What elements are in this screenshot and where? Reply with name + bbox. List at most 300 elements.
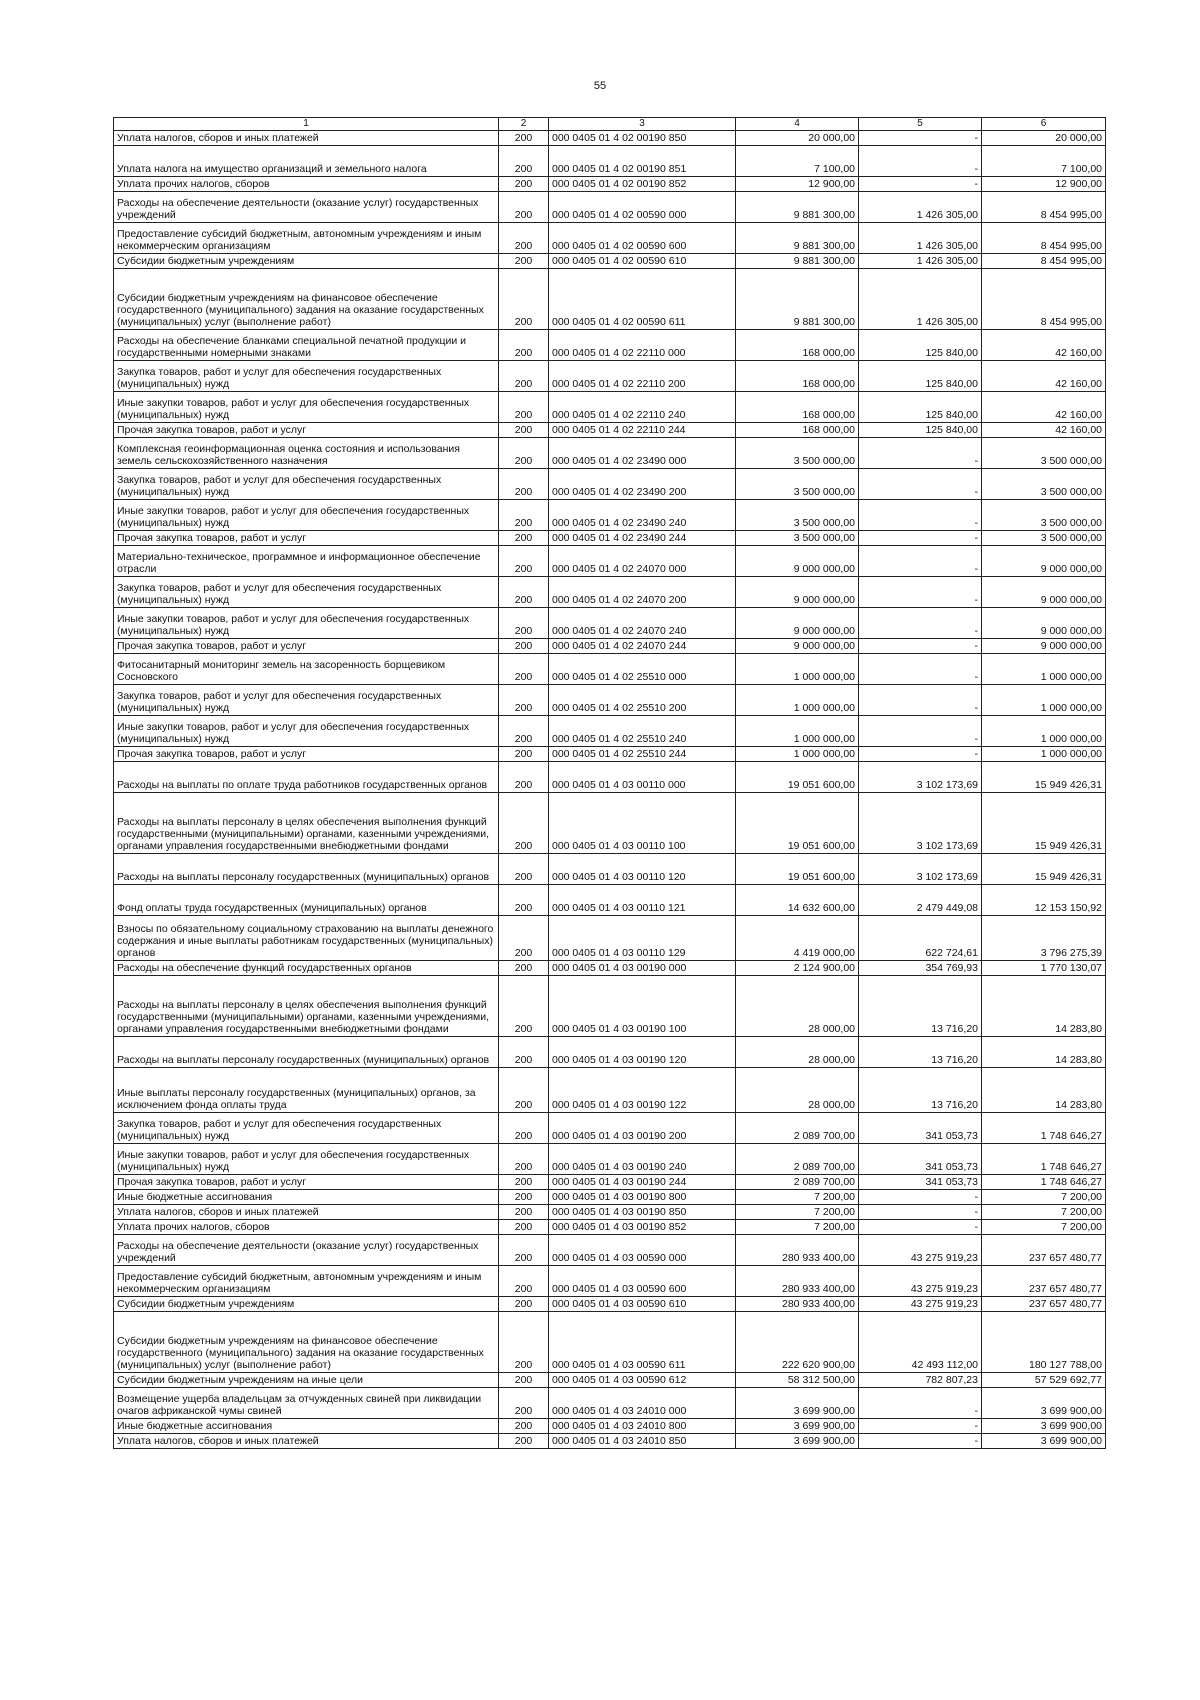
row-line-code: 200 bbox=[499, 145, 549, 176]
table-row bbox=[114, 329, 1106, 360]
column-number-3: 3 bbox=[549, 118, 736, 131]
column-number-6: 6 bbox=[982, 118, 1106, 131]
row-approved-amount: 1 000 000,00 bbox=[736, 715, 859, 746]
row-unexecuted-amount: 57 529 692,77 bbox=[982, 1372, 1106, 1387]
row-executed-amount: - bbox=[859, 1189, 982, 1204]
row-unexecuted-amount: 7 200,00 bbox=[982, 1189, 1106, 1204]
row-executed-amount: 43 275 919,23 bbox=[859, 1296, 982, 1311]
table-row bbox=[114, 422, 1106, 437]
table-row bbox=[114, 684, 1106, 715]
row-budget-code: 000 0405 01 4 02 00190 851 bbox=[549, 145, 736, 176]
row-name: Иные закупки товаров, работ и услуг для обеспечения государственных (муниципальных) нужд bbox=[114, 391, 499, 422]
row-unexecuted-amount: 14 283,80 bbox=[982, 1036, 1106, 1067]
row-line-code: 200 bbox=[499, 268, 549, 329]
row-line-code: 200 bbox=[499, 761, 549, 792]
row-line-code: 200 bbox=[499, 545, 549, 576]
table-row bbox=[114, 191, 1106, 222]
row-approved-amount: 9 000 000,00 bbox=[736, 576, 859, 607]
row-name: Комплексная геоинформационная оценка состояния и использования земель сельскохозяйственного назначения bbox=[114, 437, 499, 468]
row-executed-amount: - bbox=[859, 684, 982, 715]
row-name: Расходы на обеспечение деятельности (оказание услуг) государственных учреждений bbox=[114, 1234, 499, 1265]
row-line-code: 200 bbox=[499, 1387, 549, 1418]
row-budget-code: 000 0405 01 4 03 24010 850 bbox=[549, 1433, 736, 1448]
row-unexecuted-amount: 1 748 646,27 bbox=[982, 1174, 1106, 1189]
table-row bbox=[114, 975, 1106, 1036]
row-unexecuted-amount: 1 000 000,00 bbox=[982, 653, 1106, 684]
row-approved-amount: 3 699 900,00 bbox=[736, 1387, 859, 1418]
table-row bbox=[114, 853, 1106, 884]
row-unexecuted-amount: 8 454 995,00 bbox=[982, 253, 1106, 268]
table-row bbox=[114, 715, 1106, 746]
row-budget-code: 000 0405 01 4 02 24070 200 bbox=[549, 576, 736, 607]
row-approved-amount: 7 200,00 bbox=[736, 1219, 859, 1234]
row-line-code: 200 bbox=[499, 1204, 549, 1219]
row-budget-code: 000 0405 01 4 03 00590 611 bbox=[549, 1311, 736, 1372]
row-approved-amount: 9 881 300,00 bbox=[736, 253, 859, 268]
row-budget-code: 000 0405 01 4 03 00110 121 bbox=[549, 884, 736, 915]
row-unexecuted-amount: 3 500 000,00 bbox=[982, 468, 1106, 499]
table-row bbox=[114, 607, 1106, 638]
table-row bbox=[114, 1234, 1106, 1265]
row-name: Иные бюджетные ассигнования bbox=[114, 1418, 499, 1433]
row-budget-code: 000 0405 01 4 03 00590 000 bbox=[549, 1234, 736, 1265]
table-row bbox=[114, 268, 1106, 329]
row-unexecuted-amount: 9 000 000,00 bbox=[982, 576, 1106, 607]
row-unexecuted-amount: 14 283,80 bbox=[982, 1067, 1106, 1112]
row-unexecuted-amount: 1 748 646,27 bbox=[982, 1112, 1106, 1143]
row-budget-code: 000 0405 01 4 02 25510 000 bbox=[549, 653, 736, 684]
row-budget-code: 000 0405 01 4 02 22110 244 bbox=[549, 422, 736, 437]
row-unexecuted-amount: 14 283,80 bbox=[982, 975, 1106, 1036]
table-row bbox=[114, 915, 1106, 960]
row-budget-code: 000 0405 01 4 02 00590 600 bbox=[549, 222, 736, 253]
row-budget-code: 000 0405 01 4 03 00590 612 bbox=[549, 1372, 736, 1387]
row-name: Фонд оплаты труда государственных (муниципальных) органов bbox=[114, 884, 499, 915]
row-approved-amount: 2 089 700,00 bbox=[736, 1143, 859, 1174]
row-executed-amount: - bbox=[859, 437, 982, 468]
row-budget-code: 000 0405 01 4 03 00190 100 bbox=[549, 975, 736, 1036]
row-unexecuted-amount: 1 000 000,00 bbox=[982, 715, 1106, 746]
table-row bbox=[114, 1418, 1106, 1433]
row-executed-amount: 43 275 919,23 bbox=[859, 1234, 982, 1265]
row-unexecuted-amount: 7 200,00 bbox=[982, 1219, 1106, 1234]
row-name: Уплата прочих налогов, сборов bbox=[114, 176, 499, 191]
row-executed-amount: 1 426 305,00 bbox=[859, 253, 982, 268]
table-row bbox=[114, 1067, 1106, 1112]
row-approved-amount: 3 500 000,00 bbox=[736, 468, 859, 499]
row-line-code: 200 bbox=[499, 1219, 549, 1234]
row-unexecuted-amount: 42 160,00 bbox=[982, 422, 1106, 437]
row-line-code: 200 bbox=[499, 1174, 549, 1189]
row-budget-code: 000 0405 01 4 02 22110 000 bbox=[549, 329, 736, 360]
table-row bbox=[114, 1387, 1106, 1418]
row-line-code: 200 bbox=[499, 191, 549, 222]
row-line-code: 200 bbox=[499, 684, 549, 715]
table-row bbox=[114, 746, 1106, 761]
table-row bbox=[114, 638, 1106, 653]
row-name: Расходы на выплаты по оплате труда работников государственных органов bbox=[114, 761, 499, 792]
table-row bbox=[114, 1036, 1106, 1067]
row-name: Субсидии бюджетным учреждениям на финансовое обеспечение государственного (муниципального) задания на оказание государственных (муниципальных) услуг (выполнение работ) bbox=[114, 268, 499, 329]
row-line-code: 200 bbox=[499, 1189, 549, 1204]
row-unexecuted-amount: 3 699 900,00 bbox=[982, 1433, 1106, 1448]
row-approved-amount: 7 100,00 bbox=[736, 145, 859, 176]
row-line-code: 200 bbox=[499, 1265, 549, 1296]
row-executed-amount: - bbox=[859, 145, 982, 176]
row-budget-code: 000 0405 01 4 02 25510 244 bbox=[549, 746, 736, 761]
row-name: Уплата прочих налогов, сборов bbox=[114, 1219, 499, 1234]
row-budget-code: 000 0405 01 4 03 00590 600 bbox=[549, 1265, 736, 1296]
row-name: Расходы на выплаты персоналу в целях обеспечения выполнения функций государственными (муниципальными) органами, казенными учреждениями, органами управления государственными внебюджетными фондами bbox=[114, 792, 499, 853]
row-executed-amount: - bbox=[859, 130, 982, 145]
row-executed-amount: 13 716,20 bbox=[859, 1036, 982, 1067]
row-unexecuted-amount: 8 454 995,00 bbox=[982, 222, 1106, 253]
table-row bbox=[114, 530, 1106, 545]
row-name: Прочая закупка товаров, работ и услуг bbox=[114, 422, 499, 437]
row-name: Иные бюджетные ассигнования bbox=[114, 1189, 499, 1204]
column-number-1: 1 bbox=[114, 118, 499, 131]
row-approved-amount: 222 620 900,00 bbox=[736, 1311, 859, 1372]
row-line-code: 200 bbox=[499, 329, 549, 360]
row-executed-amount: 125 840,00 bbox=[859, 422, 982, 437]
table-row bbox=[114, 1174, 1106, 1189]
row-approved-amount: 19 051 600,00 bbox=[736, 792, 859, 853]
row-executed-amount: - bbox=[859, 530, 982, 545]
row-line-code: 200 bbox=[499, 437, 549, 468]
row-line-code: 200 bbox=[499, 715, 549, 746]
row-approved-amount: 9 881 300,00 bbox=[736, 268, 859, 329]
row-unexecuted-amount: 9 000 000,00 bbox=[982, 607, 1106, 638]
row-approved-amount: 168 000,00 bbox=[736, 329, 859, 360]
row-executed-amount: 354 769,93 bbox=[859, 960, 982, 975]
row-budget-code: 000 0405 01 4 02 23490 240 bbox=[549, 499, 736, 530]
row-unexecuted-amount: 3 500 000,00 bbox=[982, 437, 1106, 468]
row-approved-amount: 2 089 700,00 bbox=[736, 1112, 859, 1143]
row-budget-code: 000 0405 01 4 03 24010 000 bbox=[549, 1387, 736, 1418]
column-number-4: 4 bbox=[736, 118, 859, 131]
row-line-code: 200 bbox=[499, 176, 549, 191]
row-name: Прочая закупка товаров, работ и услуг bbox=[114, 638, 499, 653]
row-budget-code: 000 0405 01 4 02 25510 240 bbox=[549, 715, 736, 746]
table-row bbox=[114, 391, 1106, 422]
row-unexecuted-amount: 42 160,00 bbox=[982, 360, 1106, 391]
row-line-code: 200 bbox=[499, 653, 549, 684]
table-row bbox=[114, 1204, 1106, 1219]
row-line-code: 200 bbox=[499, 1234, 549, 1265]
page-number: 55 bbox=[593, 80, 607, 92]
table-row bbox=[114, 545, 1106, 576]
row-unexecuted-amount: 1 748 646,27 bbox=[982, 1143, 1106, 1174]
table-row bbox=[114, 1219, 1106, 1234]
row-name: Иные закупки товаров, работ и услуг для обеспечения государственных (муниципальных) нужд bbox=[114, 715, 499, 746]
table-row bbox=[114, 360, 1106, 391]
row-executed-amount: - bbox=[859, 607, 982, 638]
table-row bbox=[114, 253, 1106, 268]
row-budget-code: 000 0405 01 4 02 25510 200 bbox=[549, 684, 736, 715]
row-line-code: 200 bbox=[499, 1433, 549, 1448]
row-unexecuted-amount: 42 160,00 bbox=[982, 391, 1106, 422]
row-executed-amount: 1 426 305,00 bbox=[859, 268, 982, 329]
table-row bbox=[114, 145, 1106, 176]
row-line-code: 200 bbox=[499, 1067, 549, 1112]
row-budget-code: 000 0405 01 4 02 00190 852 bbox=[549, 176, 736, 191]
row-approved-amount: 28 000,00 bbox=[736, 1036, 859, 1067]
table-row bbox=[114, 792, 1106, 853]
row-unexecuted-amount: 42 160,00 bbox=[982, 329, 1106, 360]
row-name: Субсидии бюджетным учреждениям bbox=[114, 1296, 499, 1311]
row-line-code: 200 bbox=[499, 960, 549, 975]
row-name: Субсидии бюджетным учреждениям на финансовое обеспечение государственного (муниципального) задания на оказание государственных (муниципальных) услуг (выполнение работ) bbox=[114, 1311, 499, 1372]
row-name: Закупка товаров, работ и услуг для обеспечения государственных (муниципальных) нужд bbox=[114, 684, 499, 715]
row-line-code: 200 bbox=[499, 499, 549, 530]
column-number-2: 2 bbox=[499, 118, 549, 131]
row-name: Фитосанитарный мониторинг земель на засоренность борщевиком Сосновского bbox=[114, 653, 499, 684]
row-unexecuted-amount: 12 153 150,92 bbox=[982, 884, 1106, 915]
row-name: Иные закупки товаров, работ и услуг для обеспечения государственных (муниципальных) нужд bbox=[114, 607, 499, 638]
table-row bbox=[114, 130, 1106, 145]
row-budget-code: 000 0405 01 4 02 00590 611 bbox=[549, 268, 736, 329]
table-row bbox=[114, 1265, 1106, 1296]
row-executed-amount: 341 053,73 bbox=[859, 1143, 982, 1174]
row-budget-code: 000 0405 01 4 03 00190 000 bbox=[549, 960, 736, 975]
row-executed-amount: 125 840,00 bbox=[859, 391, 982, 422]
row-executed-amount: 1 426 305,00 bbox=[859, 222, 982, 253]
row-approved-amount: 9 000 000,00 bbox=[736, 607, 859, 638]
row-budget-code: 000 0405 01 4 02 00190 850 bbox=[549, 130, 736, 145]
row-executed-amount: 3 102 173,69 bbox=[859, 792, 982, 853]
row-name: Иные закупки товаров, работ и услуг для обеспечения государственных (муниципальных) нужд bbox=[114, 499, 499, 530]
row-line-code: 200 bbox=[499, 391, 549, 422]
row-name: Прочая закупка товаров, работ и услуг bbox=[114, 530, 499, 545]
row-line-code: 200 bbox=[499, 468, 549, 499]
row-executed-amount: - bbox=[859, 746, 982, 761]
row-approved-amount: 7 200,00 bbox=[736, 1204, 859, 1219]
row-executed-amount: 3 102 173,69 bbox=[859, 853, 982, 884]
row-unexecuted-amount: 12 900,00 bbox=[982, 176, 1106, 191]
row-approved-amount: 3 500 000,00 bbox=[736, 499, 859, 530]
row-executed-amount: 782 807,23 bbox=[859, 1372, 982, 1387]
row-name: Уплата налога на имущество организаций и земельного налога bbox=[114, 145, 499, 176]
row-unexecuted-amount: 9 000 000,00 bbox=[982, 638, 1106, 653]
row-unexecuted-amount: 8 454 995,00 bbox=[982, 191, 1106, 222]
row-name: Расходы на выплаты персоналу в целях обеспечения выполнения функций государственными (муниципальными) органами, казенными учреждениями, органами управления государственными внебюджетными фондами bbox=[114, 975, 499, 1036]
row-unexecuted-amount: 8 454 995,00 bbox=[982, 268, 1106, 329]
row-budget-code: 000 0405 01 4 02 00590 610 bbox=[549, 253, 736, 268]
row-line-code: 200 bbox=[499, 607, 549, 638]
row-unexecuted-amount: 3 699 900,00 bbox=[982, 1418, 1106, 1433]
row-budget-code: 000 0405 01 4 03 00190 800 bbox=[549, 1189, 736, 1204]
column-number-row bbox=[114, 118, 1106, 131]
row-executed-amount: - bbox=[859, 499, 982, 530]
row-budget-code: 000 0405 01 4 02 24070 000 bbox=[549, 545, 736, 576]
row-approved-amount: 7 200,00 bbox=[736, 1189, 859, 1204]
row-budget-code: 000 0405 01 4 02 24070 244 bbox=[549, 638, 736, 653]
row-line-code: 200 bbox=[499, 746, 549, 761]
row-line-code: 200 bbox=[499, 1311, 549, 1372]
row-executed-amount: 13 716,20 bbox=[859, 1067, 982, 1112]
row-executed-amount: - bbox=[859, 1433, 982, 1448]
row-name: Уплата налогов, сборов и иных платежей bbox=[114, 130, 499, 145]
row-line-code: 200 bbox=[499, 422, 549, 437]
row-name: Предоставление субсидий бюджетным, автономным учреждениям и иным некоммерческим организациям bbox=[114, 1265, 499, 1296]
row-approved-amount: 28 000,00 bbox=[736, 975, 859, 1036]
table-body bbox=[114, 130, 1106, 1448]
row-budget-code: 000 0405 01 4 03 00190 240 bbox=[549, 1143, 736, 1174]
row-approved-amount: 280 933 400,00 bbox=[736, 1296, 859, 1311]
row-line-code: 200 bbox=[499, 253, 549, 268]
row-name: Субсидии бюджетным учреждениям на иные цели bbox=[114, 1372, 499, 1387]
row-executed-amount: 622 724,61 bbox=[859, 915, 982, 960]
table-row bbox=[114, 1189, 1106, 1204]
row-line-code: 200 bbox=[499, 1036, 549, 1067]
table-row bbox=[114, 437, 1106, 468]
row-approved-amount: 9 881 300,00 bbox=[736, 191, 859, 222]
row-line-code: 200 bbox=[499, 1143, 549, 1174]
row-budget-code: 000 0405 01 4 02 00590 000 bbox=[549, 191, 736, 222]
row-unexecuted-amount: 15 949 426,31 bbox=[982, 853, 1106, 884]
row-unexecuted-amount: 237 657 480,77 bbox=[982, 1265, 1106, 1296]
row-unexecuted-amount: 237 657 480,77 bbox=[982, 1234, 1106, 1265]
row-budget-code: 000 0405 01 4 03 00110 120 bbox=[549, 853, 736, 884]
row-approved-amount: 1 000 000,00 bbox=[736, 684, 859, 715]
row-name: Закупка товаров, работ и услуг для обеспечения государственных (муниципальных) нужд bbox=[114, 468, 499, 499]
row-name: Иные закупки товаров, работ и услуг для обеспечения государственных (муниципальных) нужд bbox=[114, 1143, 499, 1174]
row-name: Уплата налогов, сборов и иных платежей bbox=[114, 1204, 499, 1219]
row-budget-code: 000 0405 01 4 03 00110 000 bbox=[549, 761, 736, 792]
row-approved-amount: 2 124 900,00 bbox=[736, 960, 859, 975]
row-unexecuted-amount: 15 949 426,31 bbox=[982, 761, 1106, 792]
table-row bbox=[114, 1311, 1106, 1372]
row-budget-code: 000 0405 01 4 03 00110 100 bbox=[549, 792, 736, 853]
row-executed-amount: - bbox=[859, 468, 982, 499]
row-unexecuted-amount: 7 100,00 bbox=[982, 145, 1106, 176]
table-row bbox=[114, 499, 1106, 530]
row-approved-amount: 9 881 300,00 bbox=[736, 222, 859, 253]
column-number-5: 5 bbox=[859, 118, 982, 131]
row-budget-code: 000 0405 01 4 03 00110 129 bbox=[549, 915, 736, 960]
row-executed-amount: - bbox=[859, 1204, 982, 1219]
row-line-code: 200 bbox=[499, 638, 549, 653]
row-approved-amount: 280 933 400,00 bbox=[736, 1265, 859, 1296]
table-row bbox=[114, 1372, 1106, 1387]
row-unexecuted-amount: 1 000 000,00 bbox=[982, 684, 1106, 715]
row-budget-code: 000 0405 01 4 03 00190 244 bbox=[549, 1174, 736, 1189]
row-executed-amount: 42 493 112,00 bbox=[859, 1311, 982, 1372]
row-line-code: 200 bbox=[499, 853, 549, 884]
row-executed-amount: - bbox=[859, 545, 982, 576]
row-unexecuted-amount: 15 949 426,31 bbox=[982, 792, 1106, 853]
row-approved-amount: 2 089 700,00 bbox=[736, 1174, 859, 1189]
table-row bbox=[114, 576, 1106, 607]
row-budget-code: 000 0405 01 4 02 22110 200 bbox=[549, 360, 736, 391]
row-budget-code: 000 0405 01 4 02 22110 240 bbox=[549, 391, 736, 422]
row-budget-code: 000 0405 01 4 03 00190 200 bbox=[549, 1112, 736, 1143]
row-name: Материально-техническое, программное и информационное обеспечение отрасли bbox=[114, 545, 499, 576]
row-unexecuted-amount: 180 127 788,00 bbox=[982, 1311, 1106, 1372]
row-line-code: 200 bbox=[499, 1372, 549, 1387]
row-executed-amount: - bbox=[859, 1387, 982, 1418]
row-executed-amount: - bbox=[859, 653, 982, 684]
row-unexecuted-amount: 9 000 000,00 bbox=[982, 545, 1106, 576]
row-approved-amount: 14 632 600,00 bbox=[736, 884, 859, 915]
row-executed-amount: 43 275 919,23 bbox=[859, 1265, 982, 1296]
row-approved-amount: 3 699 900,00 bbox=[736, 1418, 859, 1433]
row-line-code: 200 bbox=[499, 222, 549, 253]
row-name: Предоставление субсидий бюджетным, автономным учреждениям и иным некоммерческим организациям bbox=[114, 222, 499, 253]
row-budget-code: 000 0405 01 4 03 00590 610 bbox=[549, 1296, 736, 1311]
row-line-code: 200 bbox=[499, 975, 549, 1036]
row-executed-amount: 1 426 305,00 bbox=[859, 191, 982, 222]
row-name: Расходы на обеспечение бланками специальной печатной продукции и государственными номерными знаками bbox=[114, 329, 499, 360]
row-unexecuted-amount: 7 200,00 bbox=[982, 1204, 1106, 1219]
row-unexecuted-amount: 1 000 000,00 bbox=[982, 746, 1106, 761]
table-row bbox=[114, 468, 1106, 499]
row-name: Субсидии бюджетным учреждениям bbox=[114, 253, 499, 268]
row-approved-amount: 20 000,00 bbox=[736, 130, 859, 145]
row-line-code: 200 bbox=[499, 530, 549, 545]
row-approved-amount: 3 699 900,00 bbox=[736, 1433, 859, 1448]
table-row bbox=[114, 1433, 1106, 1448]
row-name: Расходы на обеспечение функций государственных органов bbox=[114, 960, 499, 975]
row-executed-amount: 125 840,00 bbox=[859, 329, 982, 360]
row-line-code: 200 bbox=[499, 1296, 549, 1311]
table-row bbox=[114, 1112, 1106, 1143]
row-approved-amount: 1 000 000,00 bbox=[736, 653, 859, 684]
row-budget-code: 000 0405 01 4 03 24010 800 bbox=[549, 1418, 736, 1433]
row-budget-code: 000 0405 01 4 03 00190 852 bbox=[549, 1219, 736, 1234]
row-approved-amount: 19 051 600,00 bbox=[736, 761, 859, 792]
row-approved-amount: 19 051 600,00 bbox=[736, 853, 859, 884]
row-approved-amount: 168 000,00 bbox=[736, 422, 859, 437]
row-approved-amount: 3 500 000,00 bbox=[736, 437, 859, 468]
table-row bbox=[114, 1296, 1106, 1311]
row-name: Закупка товаров, работ и услуг для обеспечения государственных (муниципальных) нужд bbox=[114, 576, 499, 607]
row-budget-code: 000 0405 01 4 03 00190 850 bbox=[549, 1204, 736, 1219]
row-line-code: 200 bbox=[499, 130, 549, 145]
row-line-code: 200 bbox=[499, 576, 549, 607]
row-unexecuted-amount: 20 000,00 bbox=[982, 130, 1106, 145]
row-name: Закупка товаров, работ и услуг для обеспечения государственных (муниципальных) нужд bbox=[114, 1112, 499, 1143]
row-executed-amount: - bbox=[859, 715, 982, 746]
row-line-code: 200 bbox=[499, 1418, 549, 1433]
row-approved-amount: 168 000,00 bbox=[736, 360, 859, 391]
row-budget-code: 000 0405 01 4 02 23490 244 bbox=[549, 530, 736, 545]
row-line-code: 200 bbox=[499, 792, 549, 853]
row-budget-code: 000 0405 01 4 02 23490 000 bbox=[549, 437, 736, 468]
row-name: Закупка товаров, работ и услуг для обеспечения государственных (муниципальных) нужд bbox=[114, 360, 499, 391]
row-name: Расходы на обеспечение деятельности (оказание услуг) государственных учреждений bbox=[114, 191, 499, 222]
row-executed-amount: - bbox=[859, 1418, 982, 1433]
row-approved-amount: 9 000 000,00 bbox=[736, 638, 859, 653]
row-unexecuted-amount: 1 770 130,07 bbox=[982, 960, 1106, 975]
row-executed-amount: 13 716,20 bbox=[859, 975, 982, 1036]
row-approved-amount: 9 000 000,00 bbox=[736, 545, 859, 576]
row-approved-amount: 3 500 000,00 bbox=[736, 530, 859, 545]
row-executed-amount: 341 053,73 bbox=[859, 1112, 982, 1143]
row-name: Прочая закупка товаров, работ и услуг bbox=[114, 1174, 499, 1189]
row-executed-amount: 3 102 173,69 bbox=[859, 761, 982, 792]
row-line-code: 200 bbox=[499, 360, 549, 391]
row-approved-amount: 1 000 000,00 bbox=[736, 746, 859, 761]
row-unexecuted-amount: 3 500 000,00 bbox=[982, 499, 1106, 530]
row-approved-amount: 4 419 000,00 bbox=[736, 915, 859, 960]
row-budget-code: 000 0405 01 4 03 00190 122 bbox=[549, 1067, 736, 1112]
row-budget-code: 000 0405 01 4 03 00190 120 bbox=[549, 1036, 736, 1067]
row-unexecuted-amount: 3 796 275,39 bbox=[982, 915, 1106, 960]
row-approved-amount: 12 900,00 bbox=[736, 176, 859, 191]
table-row bbox=[114, 1143, 1106, 1174]
row-unexecuted-amount: 3 500 000,00 bbox=[982, 530, 1106, 545]
